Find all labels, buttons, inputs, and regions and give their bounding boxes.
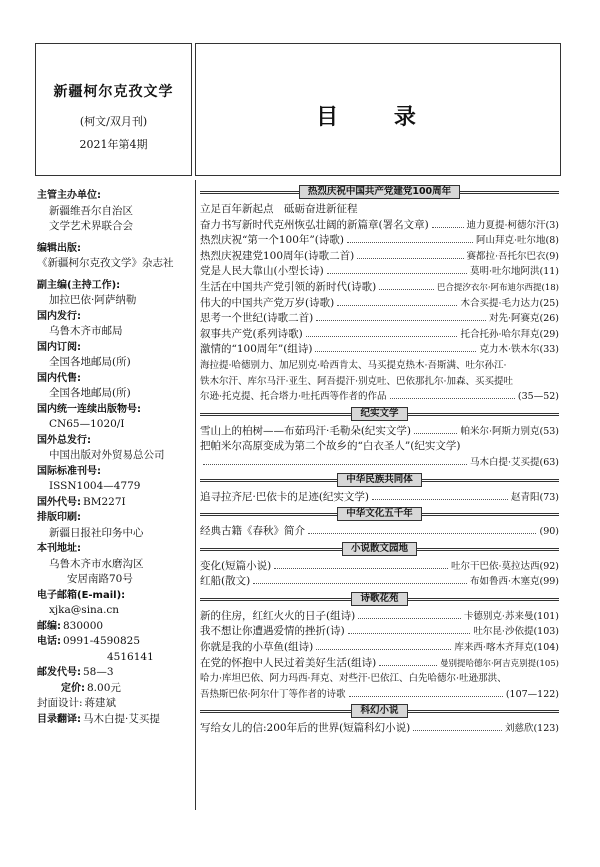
leader-dots <box>348 625 471 634</box>
print-label: 排版印刷: <box>37 512 81 523</box>
sponsor-label: 主管主办单位: <box>37 190 101 201</box>
toc-trans-value: 马木白提·艾买提 <box>83 712 160 725</box>
entry-title: 激情的“100周年”(组诗) <box>200 343 313 356</box>
foreign-code-label: 国外代号: <box>37 496 81 508</box>
leader-dots <box>432 219 464 228</box>
entry-title: 叙事共产党(系列诗歌) <box>200 327 303 340</box>
entry-title: 经典古籍《春秋》简介 <box>200 525 305 538</box>
entry-title: 我不想让你遭遇爱情的挫折(诗) <box>200 625 345 638</box>
phone-label: 电话: <box>37 636 61 647</box>
entry-title: 热烈庆祝建党100周年(诗歌二首) <box>200 249 355 262</box>
entry-author-page: 巴合提汐衣尔·阿布迪尔西提(18) <box>436 282 559 293</box>
entry-title: 红船(散文) <box>200 575 251 588</box>
leader-dots <box>357 250 463 259</box>
authors-line <box>200 388 559 404</box>
authors-line <box>200 686 559 702</box>
toc-entry[interactable] <box>200 558 559 574</box>
leader-dots <box>316 641 451 650</box>
print-value: 新疆日报社印务中心 <box>49 526 144 539</box>
entry-title: 追寻拉齐尼·巴依卡的足迹(纪实文学) <box>200 490 370 503</box>
leader-dots <box>337 297 457 306</box>
toc-entry[interactable] <box>200 523 559 539</box>
entry-title: 变化(短篇小说) <box>200 559 272 572</box>
postcode-label: 邮编: <box>37 620 61 632</box>
section-title: 诗歌花苑 <box>351 592 407 606</box>
editor-value: 加拉巴依·阿萨纳勒 <box>49 294 137 306</box>
toc-entry[interactable] <box>200 279 559 295</box>
entry-title: 立足百年新起点 砥砺奋进新征程 <box>200 203 358 215</box>
entry-title: 把帕米尔高原变成为第二个故乡的“白衣圣人”(纪实文学) <box>200 440 461 453</box>
foreign-code-value: BM227I <box>83 495 126 508</box>
section-banner <box>200 185 559 199</box>
toc-entry-continued <box>200 454 559 470</box>
dom-dist-value: 乌鲁木齐市邮局 <box>49 325 123 337</box>
masthead-box <box>35 43 192 176</box>
price-label: 定价: <box>61 682 85 694</box>
toc-entry[interactable] <box>200 232 559 248</box>
toc-header-box <box>195 43 561 176</box>
leader-dots <box>315 343 476 352</box>
address-label: 本刊地址: <box>37 543 81 554</box>
foreign-value: 中国出版对外贸易总公司 <box>49 449 165 461</box>
entry-author-page: (90) <box>539 526 559 538</box>
toc-entry[interactable] <box>200 423 559 439</box>
entry-title: 写给女儿的信:200年后的世界(短篇科幻小说) <box>200 722 411 735</box>
toc-entry[interactable] <box>200 217 559 233</box>
leader-dots <box>253 575 467 584</box>
section-title: 热烈庆祝中国共产党建党100周年 <box>299 185 460 199</box>
entry-author-page: 刘慈欣(123) <box>504 723 559 735</box>
toc-entry[interactable] <box>200 295 559 311</box>
toc-trans-label: 目录翻译: <box>37 713 81 725</box>
price-value: 8.00元 <box>87 681 121 694</box>
leader-dots <box>306 328 458 337</box>
publisher-value: 《新疆柯尔克孜文学》杂志社 <box>37 257 174 269</box>
section-title: 科幻小说 <box>351 704 407 718</box>
toc-entry[interactable] <box>200 310 559 326</box>
toc-entry[interactable] <box>200 326 559 342</box>
entry-title: 雪山上的柏树——布茹玛汗·毛勒朵(纪实文学) <box>200 424 412 437</box>
cn-label: 国内统一连续出版物号: <box>37 403 141 415</box>
entry-title: 在党的怀抱中人民过着美好生活(组诗) <box>200 656 377 669</box>
toc-entry[interactable] <box>200 608 559 624</box>
entry-author-page: 吐尔昆·沙依提(103) <box>473 626 559 638</box>
entry-title: 你就是我的小草鱼(组诗) <box>200 641 314 654</box>
address-line-2: 安居南路70号 <box>67 573 133 585</box>
dom-agent-value: 全国各地邮局(所) <box>49 387 131 399</box>
table-of-contents <box>200 182 559 736</box>
toc-entry[interactable] <box>200 201 559 217</box>
toc-entry[interactable] <box>200 489 559 505</box>
entry-title: 吾热斯巴依·阿尔什丁等作者的诗歌 <box>200 688 346 700</box>
entry-author-page: 莫明·吐尔地阿洪(11) <box>469 266 559 278</box>
entry-title: 伟大的中国共产党万岁(诗歌) <box>200 296 335 309</box>
address-line-1: 乌鲁木齐市水磨沟区 <box>49 557 144 570</box>
section-banner <box>200 407 559 421</box>
entry-author-page: 帕米尔·阿斯力别克(53) <box>460 425 559 437</box>
publication-info <box>37 188 189 727</box>
leader-dots <box>414 425 457 434</box>
section-title: 中华民族共同体 <box>337 473 422 487</box>
entry-title: 新的住房，红红火火的日子(组诗) <box>200 609 356 622</box>
mail-code-value: 58—3 <box>83 666 114 678</box>
toc-entry[interactable] <box>200 720 559 736</box>
dom-sub-value: 全国各地邮局(所) <box>49 356 131 368</box>
editor-label: 副主编(主持工作): <box>37 279 121 291</box>
leader-dots <box>372 491 508 500</box>
leader-dots <box>327 265 467 274</box>
issn-label: 国际标准刊号: <box>37 465 101 477</box>
entry-page: (35—52) <box>517 391 559 403</box>
section-banner <box>200 473 559 487</box>
sponsor-line-1: 新疆维吾尔自治区 <box>49 204 133 217</box>
entry-author-page: 木合买提·毛力达力(25) <box>460 297 559 309</box>
entry-title: 党是人民大靠山(小型长诗) <box>200 265 324 278</box>
entry-title: 尔逊·托克提、托合塔力·吐托西等作者的作品 <box>200 391 387 403</box>
leader-dots <box>316 312 486 321</box>
column-divider <box>195 180 196 810</box>
phone-value-1: 0991-4590825 <box>63 635 141 647</box>
leader-dots <box>358 610 461 619</box>
magazine-title: 新疆柯尔克孜文学 <box>53 84 174 100</box>
entry-title: 生活在中国共产党引领的新时代(诗歌) <box>200 280 377 293</box>
toc-entry[interactable] <box>200 341 559 357</box>
entry-page: (107—122) <box>505 688 559 700</box>
section-banner <box>200 542 559 556</box>
magazine-issue: 2021年第4期 <box>79 138 148 151</box>
toc-entry[interactable] <box>200 639 559 655</box>
section-banner <box>200 507 559 521</box>
leader-dots <box>347 234 473 243</box>
leader-dots <box>379 657 437 666</box>
magazine-frequency: (柯文/双月刊) <box>79 115 148 128</box>
authors-line: 哈力·库坦巴依、阿力玛西·拜克、对些汗·巴依江、白先哈德尔·吐逊那洪、 <box>200 673 507 685</box>
leader-dots <box>349 688 503 697</box>
issn-value: ISSN1004—4779 <box>49 480 141 492</box>
entry-author-page: 克力木·铁木尔(33) <box>479 344 559 356</box>
section-title: 中华文化五千年 <box>337 507 422 521</box>
toc-title: 目 录 <box>316 105 440 130</box>
section-title: 纪实文学 <box>351 407 407 421</box>
toc-entry[interactable] <box>200 623 559 639</box>
authors-line: 海拉提·哈德别力、加尼别克·哈西肯太、马买提克热木·吾斯满、吐尔孙江· <box>200 359 507 371</box>
entry-author-page: 赵青阳(73) <box>510 491 559 503</box>
cover-value: 蒋建斌 <box>84 697 117 709</box>
entry-author-page: 卡德别克·苏来曼(101) <box>463 610 559 622</box>
dom-agent-label: 国内代售: <box>37 372 81 384</box>
entry-title: 热烈庆祝“第一个100年”(诗歌) <box>200 234 344 247</box>
toc-entry[interactable] <box>200 248 559 264</box>
entry-author-page: 马木白提·艾买提(63) <box>469 456 559 468</box>
leader-dots <box>274 560 448 569</box>
entry-author-page: 曼别提哈德尔·阿吉克别提(105) <box>439 658 559 669</box>
entry-author-page: 阿山拜克·吐尔地(8) <box>476 235 559 247</box>
phone-value-2: 4516141 <box>107 650 154 663</box>
dom-dist-label: 国内发行: <box>37 310 81 322</box>
authors-line: 铁木尔汗、库尔马汗·亚生、阿吾提汗·别克吐、巴依那扎尔·加森、买买提吐 <box>200 375 514 387</box>
entry-author-page: 迪力夏提·柯德尔汗(3) <box>466 219 559 231</box>
dom-sub-label: 国内订阅: <box>37 341 81 353</box>
entry-author-page: 赛都拉·吾托尔巴衣(9) <box>466 250 559 262</box>
section-title: 小说散文园地 <box>342 542 417 556</box>
entry-author-page: 托合托孙·哈尔拜克(29) <box>460 328 559 340</box>
toc-entry[interactable] <box>200 573 559 589</box>
sponsor-line-2: 文学艺术界联合会 <box>49 220 133 232</box>
section-banner <box>200 704 559 718</box>
leader-dots <box>203 456 467 465</box>
toc-entry[interactable] <box>200 263 559 279</box>
email-value: xjka@sina.cn <box>49 604 120 616</box>
cn-value: CN65—1020/I <box>49 418 125 430</box>
cover-label: 封面设计: <box>37 697 83 709</box>
mail-code-label: 邮发代号: <box>37 667 81 678</box>
leader-dots <box>390 390 515 399</box>
entry-author-page: 吐尔干巴依·莫拉达西(92) <box>450 560 559 572</box>
email-label: 电子邮箱(E-mail): <box>37 589 126 601</box>
publisher-label: 编辑出版: <box>37 242 81 254</box>
entry-author-page: 布如鲁西·木塞克(99) <box>469 576 559 588</box>
toc-entry[interactable] <box>200 438 559 454</box>
entry-title: 思考一个世纪(诗歌二首) <box>200 312 314 325</box>
toc-entry[interactable] <box>200 655 559 671</box>
leader-dots <box>379 281 434 290</box>
leader-dots <box>413 722 502 731</box>
entry-author-page: 库来西·喀木齐拜克(104) <box>454 642 559 654</box>
entry-title: 奋力书写新时代克州恢弘壮阔的新篇章(署名文章) <box>200 218 429 231</box>
postcode-value: 830000 <box>63 619 104 632</box>
entry-author-page: 对先·阿赛克(26) <box>488 313 559 325</box>
leader-dots <box>308 525 536 534</box>
foreign-label: 国外总发行: <box>37 434 91 446</box>
section-banner <box>200 592 559 606</box>
